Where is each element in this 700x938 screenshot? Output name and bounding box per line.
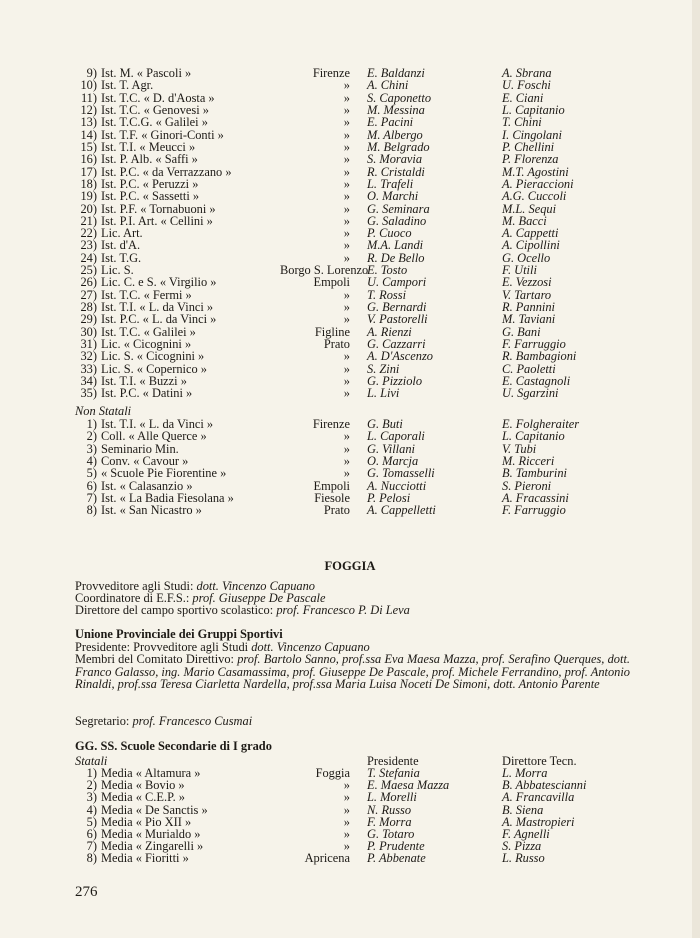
institution-name: Ist. T.G. <box>101 250 142 265</box>
institution-name: Ist. P. Alb. « Saffi » <box>101 152 198 167</box>
direttore-name: B. Siena <box>502 802 544 817</box>
direttore-name: T. Chini <box>502 115 542 130</box>
unione-heading: Unione Provinciale dei Gruppi Sportivi <box>75 627 283 641</box>
table-row <box>0 467 700 479</box>
city-name: » <box>343 466 350 481</box>
institution-name: Seminario Min. <box>101 441 179 456</box>
city-name: » <box>343 213 350 228</box>
presidente-name: G. Buti <box>367 417 403 431</box>
city-name: » <box>343 349 350 364</box>
institution-name: Ist. T.C. « D. d'Aosta » <box>101 90 215 105</box>
city-name: » <box>343 189 350 204</box>
city-name: » <box>343 164 350 179</box>
table-row <box>0 153 700 165</box>
city-name: » <box>343 827 350 841</box>
institution-name: Media « C.E.P. » <box>101 790 185 805</box>
direttore-name: F. Farruggio <box>502 503 566 518</box>
row-number: 5) <box>86 814 97 829</box>
city-name: » <box>343 814 350 829</box>
direttore-name: V. Tartaro <box>502 287 552 302</box>
institution-name: Ist. T.C. « Galilei » <box>101 324 196 339</box>
row-number: 30) <box>80 324 97 339</box>
row-number: 14) <box>80 127 97 142</box>
table-row <box>0 430 700 442</box>
direttore-name: A.G. Cuccoli <box>502 189 567 204</box>
direttore-name: V. Tubi <box>502 441 537 456</box>
institution-name: Conv. « Cavour » <box>101 454 189 469</box>
presidente-name: S. Moravia <box>367 152 423 167</box>
row-number: 1) <box>86 417 97 431</box>
row-number: 26) <box>80 275 97 290</box>
presidente-name: M. Albergo <box>367 127 423 142</box>
city-name: » <box>343 226 350 241</box>
direttore-name: B. Tamburini <box>502 466 567 481</box>
presidente-name: G. Totaro <box>367 827 415 841</box>
presidente-name: G. Seminara <box>367 201 430 216</box>
row-number: 4) <box>86 802 97 817</box>
row-number: 4) <box>86 454 97 469</box>
institution-name: Lic. « Cicognini » <box>101 337 192 352</box>
direttore-name: C. Paoletti <box>502 361 556 376</box>
city-name: » <box>343 127 350 142</box>
row-number: 9) <box>86 66 97 80</box>
presidente-name: M. Messina <box>367 102 425 117</box>
presidente-name: F. Morra <box>367 814 412 829</box>
presidente-name: L. Morelli <box>367 790 417 805</box>
presidente-name: dott. Vincenzo Capuano <box>251 640 370 654</box>
institution-name: Ist. d'A. <box>101 238 141 253</box>
direttore-name: A. Fracassini <box>502 491 569 506</box>
provveditore-label: Provveditore agli Studi: <box>75 579 194 593</box>
institution-name: Ist. « Calasanzio » <box>101 478 193 493</box>
city-name: Foggia <box>315 766 350 780</box>
city-name: » <box>343 78 350 93</box>
presidente-name: A. Chini <box>367 78 409 93</box>
presidente-name: A. D'Ascenzo <box>367 349 433 364</box>
row-number: 7) <box>86 839 97 854</box>
table-row <box>0 276 700 288</box>
presidente-name: P. Prudente <box>367 839 425 854</box>
presidente-name: G. Pizziolo <box>367 374 423 388</box>
direttore-name: G. Bani <box>502 324 541 339</box>
row-number: 34) <box>80 374 97 388</box>
table-row <box>0 852 700 864</box>
direttore-name: R. Bambagioni <box>502 349 577 364</box>
presidente-name: M. Belgrado <box>367 139 430 154</box>
institution-name: Ist. T.I. « L. da Vinci » <box>101 300 214 315</box>
presidente-name: P. Pelosi <box>367 491 411 506</box>
direttore-name: E. Castagnoli <box>502 374 571 388</box>
membri-list: prof. Bartolo Sanno, prof.ssa Eva Maesa Mazza, prof. Serafino Querques, dott. Franco Galasso, ing. Mario Casamassima, prof. Giuseppe De Pascale, prof. Michele Ferrandino, prof. Antonio Rinaldi, prof.ssa Teresa Ciarletta Nardella, prof.ssa Maria Luisa Noceti De Simoni, dott. Antonio Parente <box>75 652 630 692</box>
direttore-name: E. Vezzosi <box>502 275 552 290</box>
city-name: » <box>343 139 350 154</box>
city-name: Prato <box>323 503 350 518</box>
direttore-name: M.L. Sequi <box>502 201 557 216</box>
direttore-name: L. Morra <box>502 766 548 780</box>
row-number: 24) <box>80 250 97 265</box>
row-number: 1) <box>86 766 97 780</box>
city-name: » <box>343 152 350 167</box>
table-row <box>0 116 700 128</box>
institution-name: Ist. « San Nicastro » <box>101 503 202 518</box>
segretario-label: Segretario: <box>75 714 130 728</box>
direttore-name: E. Ciani <box>502 90 544 105</box>
city-name: » <box>343 441 350 456</box>
direttore-label: Direttore del campo sportivo scolastico: <box>75 603 274 617</box>
table-row <box>0 166 700 178</box>
direttore-name: S. Pieroni <box>502 478 552 493</box>
row-number: 17) <box>80 164 97 179</box>
segretario-line <box>75 715 630 728</box>
presidente-name: U. Campori <box>367 275 427 290</box>
presidente-name: R. De Bello <box>367 250 425 265</box>
provveditore-name: dott. Vincenzo Capuano <box>196 579 316 593</box>
direttore-name: A. Cipollini <box>502 238 560 253</box>
presidente-name: M.A. Landi <box>367 238 424 253</box>
row-number: 35) <box>80 386 97 401</box>
row-number: 25) <box>80 263 97 278</box>
coordinatore-name: prof. Giuseppe De Pascale <box>192 591 326 605</box>
direttore-name: P. Chellini <box>502 139 555 154</box>
institution-name: Ist. T.I. « Meucci » <box>101 139 196 154</box>
presidente-name: E. Tosto <box>367 263 408 278</box>
direttore-name: S. Pizza <box>502 839 542 854</box>
institution-name: Ist. P.C. « L. da Vinci » <box>101 312 217 327</box>
presidente-name: A. Rienzi <box>367 324 412 339</box>
city-name: » <box>343 312 350 327</box>
col-header-presidente: Presidente <box>367 754 419 768</box>
membri-label: Membri del Comitato Direttivo: <box>75 652 235 666</box>
row-number: 16) <box>80 152 97 167</box>
city-name: » <box>343 201 350 216</box>
row-number: 11) <box>80 90 97 105</box>
row-number: 7) <box>86 491 97 506</box>
city-name: Figline <box>314 324 350 339</box>
presidente-name: S. Caponetto <box>367 90 432 105</box>
direttore-name: prof. Francesco P. Di Leva <box>276 603 410 617</box>
institution-name: Media « De Sanctis » <box>101 802 208 817</box>
city-name: » <box>343 176 350 191</box>
city-name: » <box>343 374 350 388</box>
table-row <box>0 791 700 803</box>
institution-name: Coll. « Alle Querce » <box>101 429 207 444</box>
city-name: » <box>343 238 350 253</box>
institution-name: Ist. T. Agr. <box>101 78 154 93</box>
row-number: 19) <box>80 189 97 204</box>
presidente-name: L. Livi <box>367 386 400 401</box>
table-row <box>0 387 700 399</box>
city-name: » <box>343 839 350 854</box>
presidente-name: L. Trafeli <box>367 176 414 191</box>
row-number: 27) <box>80 287 97 302</box>
direttore-name: P. Florenza <box>502 152 559 167</box>
row-number: 23) <box>80 238 97 253</box>
presidente-name: E. Baldanzi <box>367 66 425 80</box>
row-number: 22) <box>80 226 97 241</box>
direttore-name: I. Cingolani <box>502 127 562 142</box>
segretario-name: prof. Francesco Cusmai <box>132 714 253 728</box>
row-number: 32) <box>80 349 97 364</box>
institution-name: Lic. S. « Cicognini » <box>101 349 205 364</box>
city-name: » <box>343 778 350 793</box>
row-number: 2) <box>86 778 97 793</box>
institution-name: Media « Fioritti » <box>101 851 189 866</box>
direttore-name: A. Cappetti <box>502 226 559 241</box>
presidente-name: T. Rossi <box>367 287 407 302</box>
direttore-name: R. Pannini <box>502 300 555 315</box>
city-name: » <box>343 454 350 469</box>
city-name: » <box>343 102 350 117</box>
row-number: 3) <box>86 790 97 805</box>
institution-name: Lic. S. « Copernico » <box>101 361 207 376</box>
institution-name: Ist. P.F. « Tornabuoni » <box>101 201 216 216</box>
institution-name: Media « Bovio » <box>101 778 185 793</box>
table-row <box>0 190 700 202</box>
presidente-name: G. Saladino <box>367 213 427 228</box>
city-name: Borgo S. Lorenzo <box>280 263 369 278</box>
row-number: 31) <box>80 337 97 352</box>
city-name: Prato <box>323 337 350 352</box>
row-number: 5) <box>86 466 97 481</box>
institution-name: Ist. « La Badia Fiesolana » <box>101 491 234 506</box>
row-number: 6) <box>86 478 97 493</box>
row-number: 29) <box>80 312 97 327</box>
city-name: Apricena <box>304 851 350 866</box>
institution-name: Ist. T.F. « Ginori-Conti » <box>101 127 224 142</box>
city-name: Empoli <box>313 478 350 493</box>
city-name: Firenze <box>312 66 350 80</box>
row-number: 8) <box>86 503 97 518</box>
city-name: Fiesole <box>314 491 350 506</box>
row-number: 10) <box>80 78 97 93</box>
direttore-name: L. Capitanio <box>502 102 565 117</box>
presidente-name: R. Cristaldi <box>367 164 425 179</box>
institution-name: « Scuole Pie Fiorentine » <box>101 466 227 481</box>
institution-name: Ist. T.C. « Fermi » <box>101 287 192 302</box>
presidente-label: Presidente: Provveditore agli Studi <box>75 640 249 654</box>
institution-name: Ist. T.I. « Buzzi » <box>101 374 187 388</box>
presidente-name: E. Pacini <box>367 115 414 130</box>
institution-name: Ist. M. « Pascoli » <box>101 66 192 80</box>
institution-name: Ist. P.C. « Sassetti » <box>101 189 200 204</box>
row-number: 12) <box>80 102 97 117</box>
presidente-name: G. Bernardi <box>367 300 427 315</box>
statali-label: Statali <box>75 754 108 768</box>
presidente-name: P. Abbenate <box>367 851 426 866</box>
institution-name: Lic. S. <box>101 263 134 278</box>
city-name: » <box>343 429 350 444</box>
direttore-name: F. Utili <box>502 263 537 278</box>
table-row <box>0 504 700 516</box>
direttore-name: M.T. Agostini <box>502 164 569 179</box>
membri-paragraph <box>75 653 630 691</box>
city-name: » <box>343 115 350 130</box>
institution-name: Ist. P.C. « da Verrazzano » <box>101 164 232 179</box>
city-name: » <box>343 802 350 817</box>
direttore-name: F. Farruggio <box>502 337 566 352</box>
institution-name: Lic. C. e S. « Virgilio » <box>101 275 217 290</box>
row-number: 15) <box>80 139 97 154</box>
row-number: 6) <box>86 827 97 841</box>
direttore-name: F. Agnelli <box>502 827 550 841</box>
table-row <box>0 79 700 91</box>
presidente-name: G. Villani <box>367 441 415 456</box>
direttore-name: B. Abbatescianni <box>502 778 587 793</box>
presidente-name: O. Marcja <box>367 454 419 469</box>
city-name: Empoli <box>313 275 350 290</box>
institution-name: Ist. T.C. « Genovesi » <box>101 102 209 117</box>
presidente-name: V. Pastorelli <box>367 312 428 327</box>
city-name: » <box>343 386 350 401</box>
page-number: 276 <box>75 884 98 900</box>
direttore-name: A. Sbrana <box>502 66 552 80</box>
section-title-foggia: FOGGIA <box>324 559 376 573</box>
city-name: Firenze <box>312 417 350 431</box>
city-name: » <box>343 90 350 105</box>
institution-name: Ist. P.C. « Datini » <box>101 386 193 401</box>
table-row <box>0 313 700 325</box>
table-row <box>0 239 700 251</box>
presidente-name: A. Cappelletti <box>367 503 436 518</box>
city-name: » <box>343 790 350 805</box>
table-row <box>0 203 700 215</box>
presidente-name: P. Cuoco <box>367 226 412 241</box>
direttore-name: L. Russo <box>502 851 545 866</box>
direttore-name: A. Francavilla <box>502 790 575 805</box>
presidente-name: G. Tomasselli <box>367 466 435 481</box>
col-header-direttore: Direttore Tecn. <box>502 754 577 768</box>
institution-name: Ist. T.I. « L. da Vinci » <box>101 417 214 431</box>
gg-heading: GG. SS. Scuole Secondarie di I grado <box>75 739 272 753</box>
institution-name: Lic. Art. <box>101 226 143 241</box>
city-name: » <box>343 361 350 376</box>
direttore-name: M. Ricceri <box>502 454 555 469</box>
row-number: 20) <box>80 201 97 216</box>
direttore-name: U. Sgarzini <box>502 386 559 401</box>
direttore-line <box>75 604 630 617</box>
institution-name: Media « Murialdo » <box>101 827 201 841</box>
institution-name: Ist. P.I. Art. « Cellini » <box>101 213 213 228</box>
row-number: 18) <box>80 176 97 191</box>
table-row <box>0 350 700 362</box>
presidente-name: L. Caporali <box>367 429 425 444</box>
direttore-name: G. Ocello <box>502 250 551 265</box>
direttore-name: A. Pieraccioni <box>502 176 574 191</box>
presidente-name: E. Maesa Mazza <box>367 778 450 793</box>
direttore-name: M. Bacci <box>502 213 547 228</box>
institution-name: Media « Zingarelli » <box>101 839 204 854</box>
presidente-name: A. Nucciotti <box>367 478 427 493</box>
presidente-name: N. Russo <box>367 802 412 817</box>
non-statali-label: Non Statali <box>75 404 132 418</box>
presidente-name: O. Marchi <box>367 189 419 204</box>
direttore-name: A. Mastropieri <box>502 814 575 829</box>
direttore-name: L. Capitanio <box>502 429 565 444</box>
row-number: 8) <box>86 851 97 866</box>
row-number: 2) <box>86 429 97 444</box>
city-name: » <box>343 287 350 302</box>
direttore-name: E. Folgheraiter <box>502 417 580 431</box>
row-number: 28) <box>80 300 97 315</box>
row-number: 13) <box>80 115 97 130</box>
row-number: 21) <box>80 213 97 228</box>
row-number: 3) <box>86 441 97 456</box>
institution-name: Ist. P.C. « Peruzzi » <box>101 176 199 191</box>
row-number: 33) <box>80 361 97 376</box>
city-name: » <box>343 300 350 315</box>
city-name: » <box>343 250 350 265</box>
institution-name: Media « Altamura » <box>101 766 201 780</box>
direttore-name: U. Foschi <box>502 78 551 93</box>
presidente-name: S. Zini <box>367 361 400 376</box>
presidente-name: G. Cazzarri <box>367 337 426 352</box>
presidente-name: T. Stefania <box>367 766 420 780</box>
institution-name: Media « Pio XII » <box>101 814 192 829</box>
coordinatore-label: Coordinatore di E.F.S.: <box>75 591 190 605</box>
institution-name: Ist. T.C.G. « Galilei » <box>101 115 208 130</box>
direttore-name: M. Taviani <box>502 312 556 327</box>
